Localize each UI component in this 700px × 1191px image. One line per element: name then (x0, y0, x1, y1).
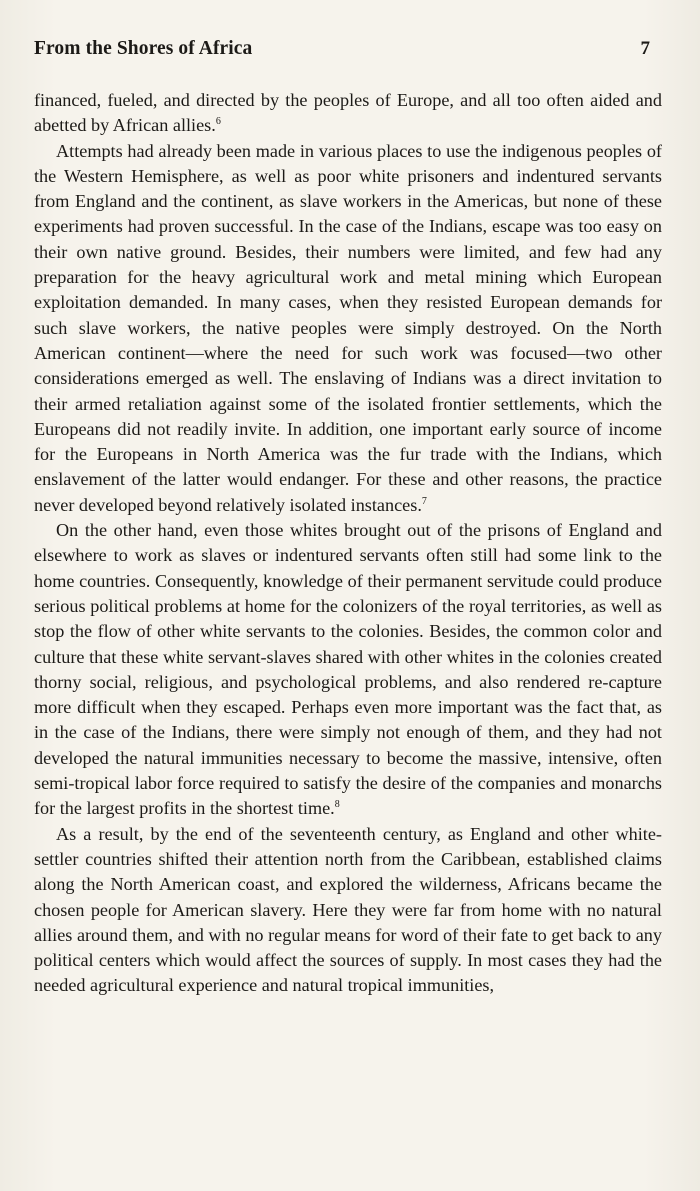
paragraph-text: On the other hand, even those whites brought out of the prisons of England and elsewhere to work as slaves or indentured servants often still had some link to the home countries. Consequently, knowledge of their permanent servitude could produce serious political problems at home for the colonizers of the royal territories, as well as stop the flow of other white servants to the colonies. Besides, the common color and culture that these white servant-slaves shared with other whites in the colonies created thorny social, religious, and psychological problems, and also rendered re-capture more difficult when they escaped. Perhaps even more important was the fact that, as in the case of the Indians, there were simply not enough of them, and they had not developed the natural immunities necessary to become the massive, intensive, often semi-tropical labor force required to satisfy the desire of the companies and monarchs for the largest profits in the shortest time. (34, 520, 662, 819)
paragraph (34, 88, 662, 139)
paragraph-text: financed, fueled, and directed by the peoples of Europe, and all too often aided and abetted by African allies. (34, 90, 662, 136)
paragraph (34, 518, 662, 822)
paragraph (34, 139, 662, 518)
footnote-marker: 7 (421, 495, 427, 507)
paragraph (34, 822, 662, 999)
paragraph-text: As a result, by the end of the seventeenth century, as England and other white-settler countries shifted their attention north from the Caribbean, established claims along the North American coast, and explored the wilderness, Africans became the chosen people for American slavery. Here they were far from home with no natural allies around them, and with no regular means for word of their fate to get back to any political centers which would affect the sources of supply. In most cases they had the needed agricultural experience and natural tropical immunities, (34, 823, 662, 996)
footnote-marker: 8 (334, 799, 340, 811)
page-header (34, 38, 678, 74)
paragraph-text: Attempts had already been made in various places to use the indigenous peoples of the Western Hemisphere, as well as poor white prisoners and indentured servants from England and the continent, as slave workers in the Americas, but none of these experiments had proven successful. In the case of the Indians, escape was too easy on their own native ground. Besides, their numbers were limited, and few had any preparation for the heavy agricultural work and metal mining which European exploitation demanded. In many cases, when they resisted European demands for such slave workers, the native peoples were simply destroyed. On the North American continent—where the need for such work was focused—two other considerations emerged as well. The enslaving of Indians was a direct invitation to their armed retaliation against some of the isolated frontier settlements, which the Europeans did not readily invite. In addition, one important early source of income for the Europeans in North America was the fur trade with the Indians, which enslavement of the latter would endanger. For these and other reasons, the practice never developed beyond relatively isolated instances. (34, 140, 662, 515)
running-head: From the Shores of Africa (34, 38, 253, 59)
body-text (34, 88, 662, 999)
page-number: 7 (640, 38, 650, 59)
footnote-marker: 6 (215, 116, 221, 128)
